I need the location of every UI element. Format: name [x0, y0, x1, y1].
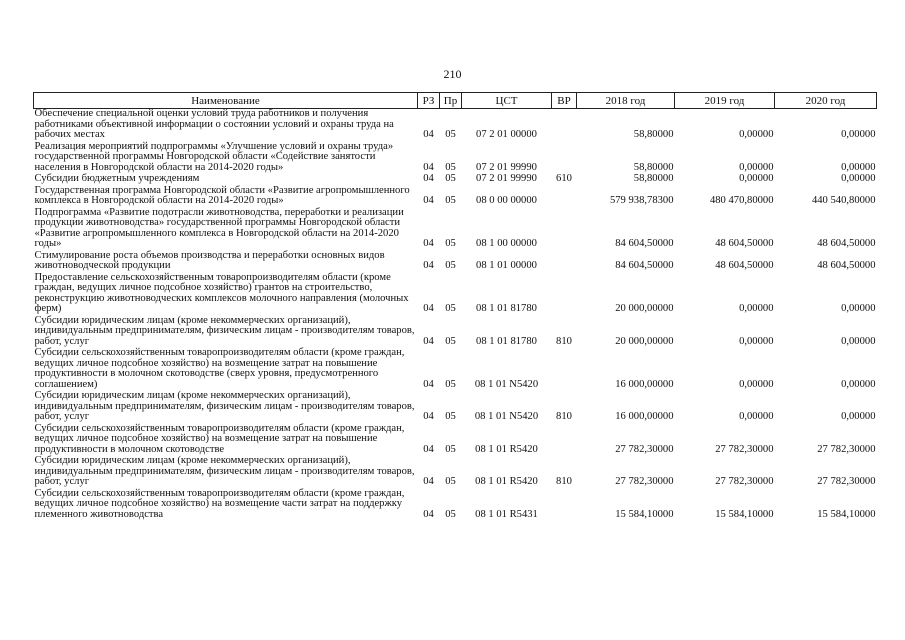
table-header-row — [34, 93, 877, 109]
row-value-2019: 0,00000 — [739, 411, 774, 422]
row-rz: 04 — [423, 173, 434, 184]
row-name: Стимулирование роста объемов производства и переработки основных видов животноводческой продукции — [34, 249, 385, 271]
row-name: Субсидии юридическим лицам (кроме некоммерческих организаций), индивидуальным предпринимателям, физическим лицам - производителям товаров, работ, услуг — [34, 390, 415, 422]
header-cst: ЦСТ — [462, 93, 552, 109]
row-pr: 05 — [445, 173, 456, 184]
row-value-2018: 16 000,00000 — [615, 378, 674, 390]
header-2019: 2019 год — [675, 93, 775, 109]
row-vr — [552, 489, 577, 522]
header-pr: Пр — [440, 93, 462, 109]
row-pr: 05 — [445, 303, 456, 314]
row-name: Субсидии юридическим лицам (кроме некоммерческих организаций), индивидуальным предпринимателям, физическим лицам - производителям товаров, работ, услуг — [34, 314, 415, 347]
row-value-2018: 20 000,00000 — [615, 303, 674, 314]
row-rz: 04 — [423, 161, 434, 173]
row-value-2020: 0,00000 — [841, 129, 876, 140]
row-value-2020: 0,00000 — [841, 378, 876, 390]
row-name: Предоставление сельскохозяйственным товаропроизводителям области (кроме граждан, ведущих личное подсобное хозяйство) грантов на строительство, реконструкцию животноводческих комплексов молочного направления (молочных ферм) — [34, 271, 409, 314]
row-value-2020: 0,00000 — [841, 173, 876, 184]
row-cst: 08 1 01 R5420 — [475, 476, 538, 487]
page-number: 210 — [443, 67, 462, 81]
row-value-2019: 27 782,30000 — [715, 443, 774, 455]
row-vr — [552, 142, 577, 175]
row-value-2019: 0,00000 — [739, 335, 774, 347]
row-value-2019: 0,00000 — [739, 303, 774, 314]
row-vr — [552, 186, 577, 208]
row-pr: 05 — [445, 378, 456, 390]
row-rz: 04 — [423, 238, 434, 249]
table-row — [34, 273, 877, 316]
row-cst: 07 2 01 99990 — [476, 161, 537, 173]
row-cst: 08 0 00 00000 — [476, 195, 537, 206]
row-vr — [552, 109, 577, 142]
row-vr: 810 — [556, 335, 572, 347]
row-value-2018: 15 584,10000 — [615, 508, 674, 520]
row-value-2020: 0,00000 — [841, 335, 876, 347]
table-row — [34, 142, 877, 175]
row-value-2019: 0,00000 — [739, 173, 774, 184]
header-2020: 2020 год — [775, 93, 877, 109]
row-value-2018: 579 938,78300 — [609, 195, 674, 206]
row-value-2018: 58,80000 — [633, 129, 674, 140]
row-value-2019: 0,00000 — [739, 161, 774, 173]
row-value-2019: 48 604,50000 — [715, 260, 774, 271]
row-name: Субсидии бюджетным учреждениям — [34, 173, 200, 184]
row-cst: 08 1 00 00000 — [476, 238, 537, 249]
row-name: Субсидии сельскохозяйственным товаропроизводителям области (кроме граждан, ведущих личное подсобное хозяйство) на возмещение затрат на повышение продуктивности в молочном скотоводстве — [34, 422, 405, 455]
row-rz: 04 — [423, 195, 434, 206]
row-value-2020: 15 584,10000 — [817, 508, 876, 520]
row-value-2019: 15 584,10000 — [715, 508, 774, 520]
table-row — [34, 208, 877, 251]
row-name: Подпрограмма «Развитие подотрасли животноводства, переработки и реализации продукции животноводства» государственной программы Новгородской области «Развитие агропромышленного комплекса в Новгородской области на 2014-2020 годы» — [34, 206, 404, 249]
row-vr — [552, 273, 577, 316]
row-pr: 05 — [445, 195, 456, 206]
row-value-2020: 440 540,80000 — [811, 195, 876, 206]
row-rz: 04 — [423, 260, 434, 271]
table-row — [34, 489, 877, 522]
row-pr: 05 — [445, 411, 456, 422]
table-row — [34, 251, 877, 273]
row-cst: 08 1 01 N5420 — [474, 378, 539, 390]
row-value-2018: 84 604,50000 — [615, 260, 674, 271]
row-name: Государственная программа Новгородской области «Развитие агропромышленного комплекса в Новгородской области на 2014-2020 годы» — [34, 184, 410, 206]
row-value-2018: 27 782,30000 — [615, 443, 674, 455]
row-rz: 04 — [423, 378, 434, 390]
header-2018: 2018 год — [577, 93, 675, 109]
row-value-2020: 27 782,30000 — [817, 443, 876, 455]
row-rz: 04 — [423, 303, 434, 314]
row-vr — [552, 424, 577, 457]
row-vr: 810 — [556, 476, 572, 487]
row-cst: 08 1 01 81780 — [476, 335, 537, 347]
table-row — [34, 424, 877, 457]
table-row — [34, 174, 877, 186]
row-vr — [552, 251, 577, 273]
row-vr — [552, 348, 577, 391]
table-row — [34, 186, 877, 208]
row-rz: 04 — [423, 335, 434, 347]
table-row — [34, 348, 877, 391]
row-value-2020: 0,00000 — [841, 411, 876, 422]
row-pr: 05 — [445, 161, 456, 173]
row-rz: 04 — [423, 129, 434, 140]
row-pr: 05 — [445, 260, 456, 271]
row-name: Субсидии сельскохозяйственным товаропроизводителям области (кроме граждан, ведущих личное подсобное хозяйство) на возмещение затрат на повышение продуктивности в молочном скотоводстве (сверх уровня, предусмотренного соглашением) — [34, 347, 405, 390]
row-value-2020: 0,00000 — [841, 303, 876, 314]
row-name: Реализация мероприятий подпрограммы «Улучшение условий и охраны труда» государственной программы Новгородской области «Содействие занятости населения в Новгородской области на 2014-2020 годы» — [34, 140, 394, 173]
row-cst: 08 1 01 00000 — [476, 260, 537, 271]
row-vr: 810 — [556, 411, 572, 422]
row-cst: 08 1 01 81780 — [476, 303, 537, 314]
row-rz: 04 — [423, 476, 434, 487]
row-pr: 05 — [445, 443, 456, 455]
row-pr: 05 — [445, 335, 456, 347]
row-pr: 05 — [445, 238, 456, 249]
row-value-2019: 0,00000 — [739, 129, 774, 140]
row-rz: 04 — [423, 411, 434, 422]
row-value-2018: 58,80000 — [633, 173, 674, 184]
row-value-2019: 480 470,80000 — [709, 195, 774, 206]
row-cst: 07 2 01 00000 — [476, 129, 537, 140]
row-pr: 05 — [445, 476, 456, 487]
row-cst: 08 1 01 R5420 — [475, 443, 538, 455]
row-cst: 08 1 01 N5420 — [474, 411, 539, 422]
row-name: Субсидии сельскохозяйственным товаропроизводителям области (кроме граждан, ведущих личное подсобное хозяйство) на возмещение части затрат на поддержку племенного животноводства — [34, 487, 405, 520]
row-vr — [552, 208, 577, 251]
row-value-2020: 48 604,50000 — [817, 260, 876, 271]
header-rz: РЗ — [418, 93, 440, 109]
row-value-2018: 27 782,30000 — [615, 476, 674, 487]
budget-table — [33, 92, 877, 521]
table-row — [34, 109, 877, 142]
row-value-2018: 58,80000 — [633, 161, 674, 173]
header-vr: ВР — [552, 93, 577, 109]
row-name: Обеспечение специальной оценки условий труда работников и получения работниками объективной информации о состоянии условий и охраны труда на рабочих местах — [34, 108, 394, 140]
row-vr: 610 — [556, 173, 572, 184]
row-value-2018: 20 000,00000 — [615, 335, 674, 347]
table-row — [34, 456, 877, 489]
row-pr: 05 — [445, 129, 456, 140]
row-rz: 04 — [423, 443, 434, 455]
row-value-2020: 48 604,50000 — [817, 238, 876, 249]
row-value-2018: 16 000,00000 — [615, 411, 674, 422]
row-value-2019: 27 782,30000 — [715, 476, 774, 487]
row-cst: 07 2 01 99990 — [476, 173, 537, 184]
header-name: Наименование — [34, 93, 418, 109]
table-row — [34, 391, 877, 424]
row-value-2018: 84 604,50000 — [615, 238, 674, 249]
row-value-2019: 48 604,50000 — [715, 238, 774, 249]
row-value-2020: 0,00000 — [841, 161, 876, 173]
row-value-2019: 0,00000 — [739, 378, 774, 390]
table-row — [34, 316, 877, 349]
row-name: Субсидии юридическим лицам (кроме некоммерческих организаций), индивидуальным предпринимателям, физическим лицам - производителям товаров, работ, услуг — [34, 455, 415, 487]
row-pr: 05 — [445, 508, 456, 520]
row-value-2020: 27 782,30000 — [817, 476, 876, 487]
row-rz: 04 — [423, 508, 434, 520]
row-cst: 08 1 01 R5431 — [475, 508, 538, 520]
